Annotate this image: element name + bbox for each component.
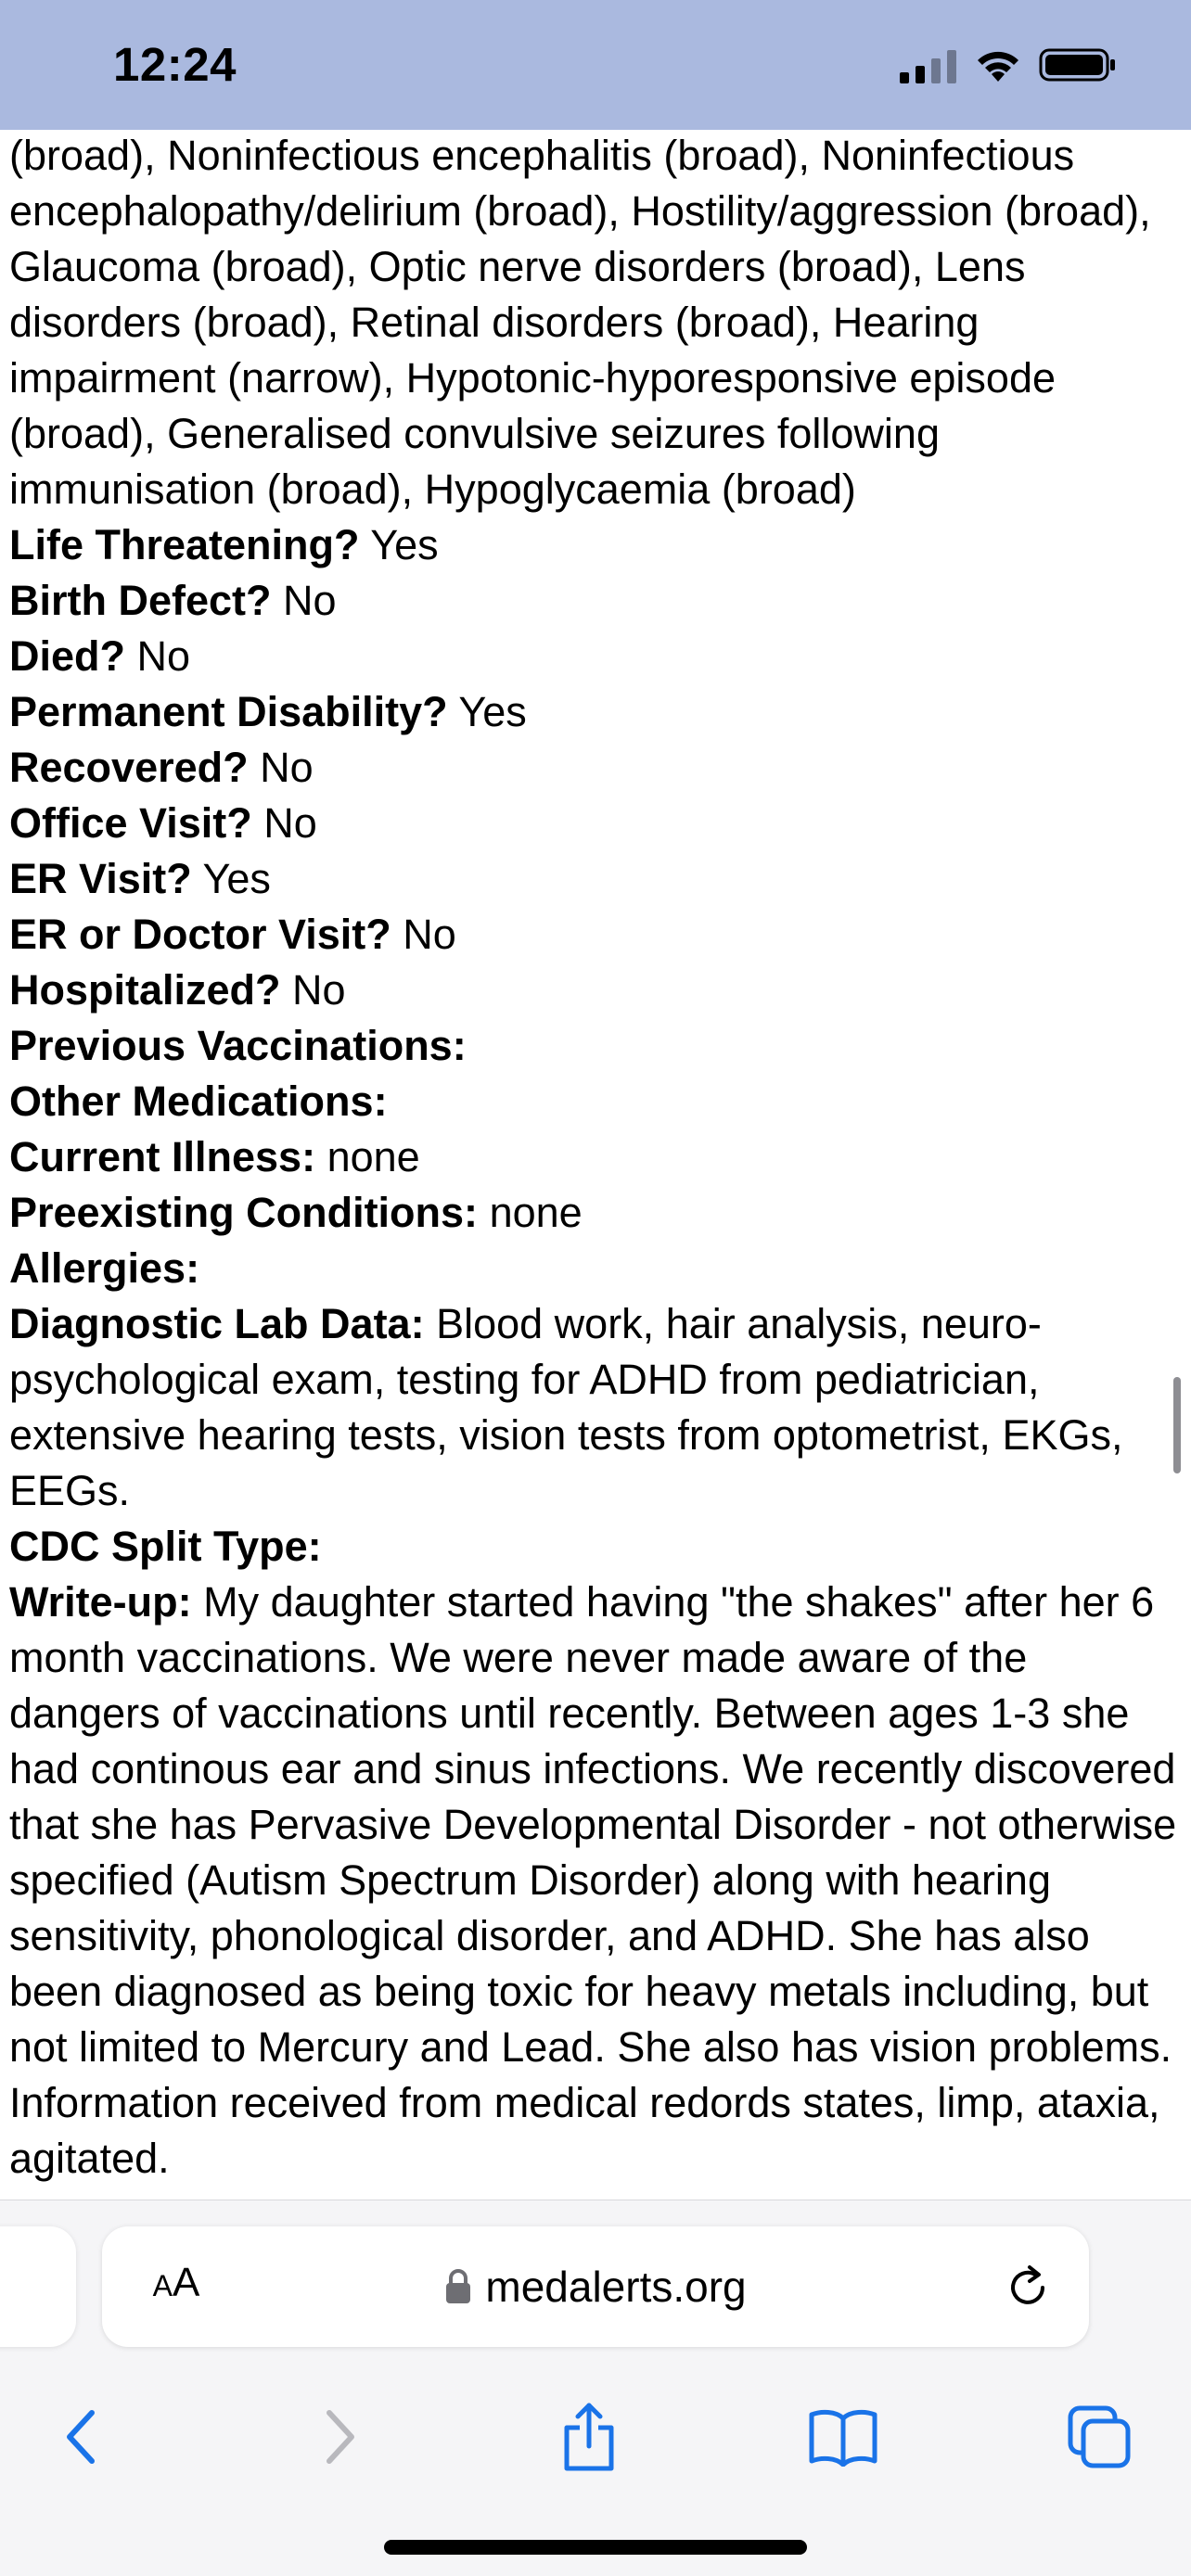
report-field: [9, 1575, 1185, 2187]
field-value: My daughter started having "the shakes" after her 6 month vaccinations. We were never made aware of the dangers of vaccinations until recently. Between ages 1-3 she had continous ear and sinus infections. We recently discovered that she has Pervasive Developmental Disorder - not otherwise specified (Autism Spectrum Disorder) along with hearing sensitivity, phonological disorder, and ADHD. She has also been diagnosed as being toxic for heavy metals including, but not limited to Mercury and Lead. She also has vision problems. Information received from medical redords states, limp, ataxia, agitated.: [9, 1578, 1177, 2182]
field-value: Yes: [458, 688, 527, 735]
share-icon: [559, 2402, 619, 2472]
field-label: Birth Defect?: [9, 577, 272, 624]
wifi-icon: [974, 46, 1022, 83]
field-label: CDC Split Type:: [9, 1523, 322, 1570]
field-label: Previous Vaccinations:: [9, 1022, 467, 1069]
report-field: [9, 740, 1185, 796]
field-label: Recovered?: [9, 744, 249, 791]
field-label: Died?: [9, 632, 126, 680]
field-label: Current Illness:: [9, 1133, 316, 1180]
report-field: [9, 517, 1185, 573]
field-label: Permanent Disability?: [9, 688, 448, 735]
back-button[interactable]: [30, 2377, 132, 2497]
forward-button[interactable]: [289, 2377, 391, 2497]
field-value: Blood work, hair analysis, neuro-psychological exam, testing for ADHD from pediatrician, extensive hearing tests, vision tests from optometrist, EKGs, EEGs.: [9, 1300, 1123, 1514]
field-value: No: [283, 577, 337, 624]
field-label: ER or Doctor Visit?: [9, 911, 391, 958]
cellular-signal-icon: [900, 50, 957, 83]
field-label: Other Medications:: [9, 1078, 388, 1125]
report-field: [9, 1519, 1185, 1575]
report-content: [9, 128, 1185, 2187]
browser-toolbar: [0, 2200, 1191, 2576]
field-label: Diagnostic Lab Data:: [9, 1300, 425, 1347]
symptom-list-text: (broad), Noninfectious encephalitis (broad), Noninfectious encephalopathy/delirium (broad), Hostility/aggression (broad), Glaucoma (broad), Optic nerve disorders (broad), Lens disorders (broad), Retinal disorders (broad), Hearing impairment (narrow), Hypotonic-hyporesponsive episode (broad), Generalised convulsive seizures following immunisation (broad), Hypoglycaemia (broad): [9, 132, 1151, 513]
report-field: [9, 573, 1185, 629]
chevron-left-icon: [62, 2407, 99, 2467]
address-bar[interactable]: [102, 2226, 1089, 2347]
url-display[interactable]: [102, 2226, 1089, 2347]
field-value: Yes: [202, 855, 271, 902]
scroll-indicator[interactable]: [1173, 1377, 1181, 1473]
status-time: 12:24: [113, 38, 237, 91]
field-label: Office Visit?: [9, 799, 252, 847]
field-value: No: [263, 799, 317, 847]
field-value: Yes: [370, 521, 439, 568]
field-label: Allergies:: [9, 1244, 200, 1292]
navigation-row: [0, 2377, 1191, 2497]
report-field: [9, 907, 1185, 963]
text-size-small-glyph: A: [152, 2269, 173, 2302]
report-field: [9, 1296, 1185, 1519]
report-field: [9, 1129, 1185, 1185]
field-label: Life Threatening?: [9, 521, 360, 568]
report-field: [9, 1074, 1185, 1129]
previous-tab-preview[interactable]: [0, 2226, 76, 2347]
status-bar: [0, 0, 1191, 130]
field-value: No: [260, 744, 314, 791]
battery-icon: [1039, 46, 1117, 83]
field-value: none: [327, 1133, 420, 1180]
field-label: ER Visit?: [9, 855, 192, 902]
report-field: [9, 684, 1185, 740]
report-fields: [9, 517, 1185, 2187]
field-value: No: [136, 632, 191, 680]
text-size-big-glyph: A: [172, 2260, 200, 2305]
tabs-button[interactable]: [1048, 2377, 1150, 2497]
chevron-right-icon: [322, 2407, 359, 2467]
reload-icon[interactable]: [1002, 2262, 1054, 2314]
field-label: Hospitalized?: [9, 966, 281, 1014]
share-button[interactable]: [538, 2377, 640, 2497]
report-field: [9, 1018, 1185, 1074]
report-field: [9, 1241, 1185, 1296]
field-label: Write-up:: [9, 1578, 192, 1626]
book-icon: [808, 2407, 878, 2467]
home-indicator: [384, 2540, 807, 2555]
url-text: medalerts.org: [485, 2263, 747, 2311]
bookmarks-button[interactable]: [792, 2377, 894, 2497]
report-field: [9, 1185, 1185, 1241]
field-value: No: [292, 966, 346, 1014]
field-value: none: [489, 1189, 583, 1236]
lock-icon: [444, 2268, 472, 2305]
tabs-icon: [1067, 2404, 1132, 2469]
report-field: [9, 963, 1185, 1018]
field-value: No: [403, 911, 456, 958]
report-field: [9, 796, 1185, 851]
report-field: [9, 629, 1185, 684]
report-field: [9, 851, 1185, 907]
field-label: Preexisting Conditions:: [9, 1189, 479, 1236]
